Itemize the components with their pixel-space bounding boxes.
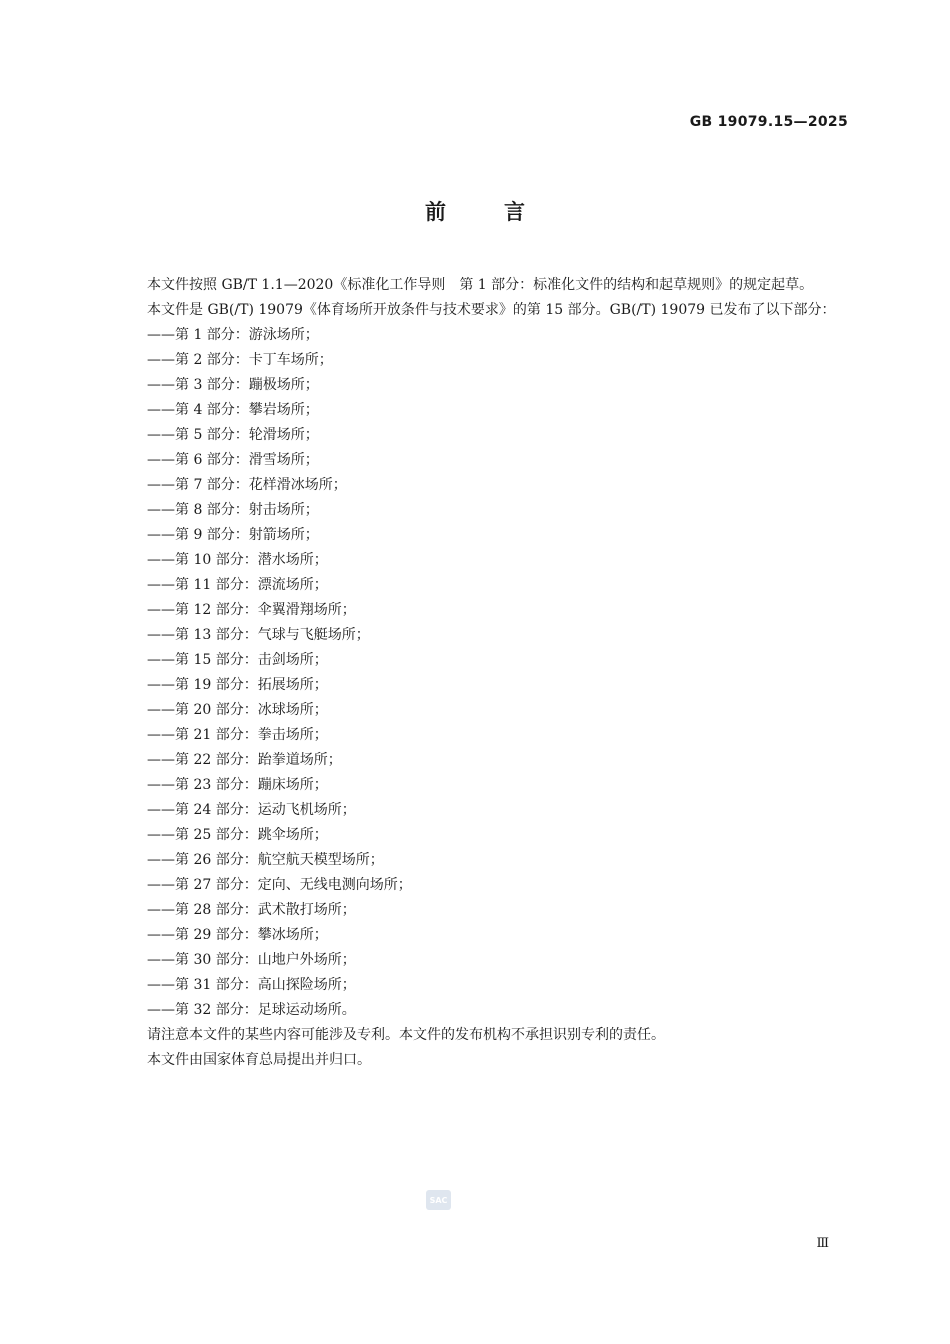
list-item: ——第 29 部分：攀冰场所；	[147, 927, 328, 943]
list-item: ——第 23 部分：蹦床场所；	[147, 777, 328, 793]
list-item: ——第 21 部分：拳击场所；	[147, 727, 328, 743]
paragraph-drafting-rules: 本文件按照 GB/T 1.1—2020《标准化工作导则 第 1 部分：标准化文件的结构和起草规则》的规定起草。	[147, 277, 814, 293]
list-item: ——第 31 部分：高山探险场所；	[147, 977, 356, 993]
page-number: Ⅲ	[816, 1236, 829, 1251]
parts-list	[113, 323, 851, 1023]
page-title: 前言	[425, 200, 583, 224]
list-item: ——第 8 部分：射击场所；	[147, 502, 319, 518]
list-item: ——第 15 部分：击剑场所；	[147, 652, 328, 668]
list-item: ——第 10 部分：潜水场所；	[147, 552, 328, 568]
list-item: ——第 13 部分：气球与飞艇场所；	[147, 627, 370, 643]
list-item: ——第 3 部分：蹦极场所；	[147, 377, 319, 393]
list-item: ——第 5 部分：轮滑场所；	[147, 427, 319, 443]
paragraph-patent-notice: 请注意本文件的某些内容可能涉及专利。本文件的发布机构不承担识别专利的责任。	[147, 1027, 665, 1043]
list-item: ——第 20 部分：冰球场所；	[147, 702, 328, 718]
list-item: ——第 6 部分：滑雪场所；	[147, 452, 319, 468]
foreword-body	[113, 273, 851, 1073]
list-item: ——第 27 部分：定向、无线电测向场所；	[147, 877, 412, 893]
list-item: ——第 25 部分：跳伞场所；	[147, 827, 328, 843]
list-item: ——第 9 部分：射箭场所；	[147, 527, 319, 543]
list-item: ——第 32 部分：足球运动场所。	[147, 1002, 356, 1018]
list-item: ——第 22 部分：跆拳道场所；	[147, 752, 342, 768]
watermark-text: SAC	[429, 1196, 448, 1205]
paragraph-series-intro: 本文件是 GB(/T) 19079《体育场所开放条件与技术要求》的第 15 部分。GB(/T) 19079 已发布了以下部分：	[147, 302, 836, 318]
list-item: ——第 12 部分：伞翼滑翔场所；	[147, 602, 356, 618]
list-item: ——第 19 部分：拓展场所；	[147, 677, 328, 693]
list-item: ——第 24 部分：运动飞机场所；	[147, 802, 356, 818]
paragraph-proposer: 本文件由国家体育总局提出并归口。	[147, 1052, 371, 1068]
standard-number: GB 19079.15—2025	[689, 114, 848, 130]
list-item: ——第 30 部分：山地户外场所；	[147, 952, 356, 968]
list-item: ——第 11 部分：漂流场所；	[147, 577, 328, 593]
list-item: ——第 28 部分：武术散打场所；	[147, 902, 356, 918]
list-item: ——第 2 部分：卡丁车场所；	[147, 352, 333, 368]
sac-watermark-logo	[425, 1188, 452, 1212]
list-item: ——第 7 部分：花样滑冰场所；	[147, 477, 347, 493]
list-item: ——第 1 部分：游泳场所；	[147, 327, 319, 343]
list-item: ——第 4 部分：攀岩场所；	[147, 402, 319, 418]
list-item: ——第 26 部分：航空航天模型场所；	[147, 852, 384, 868]
